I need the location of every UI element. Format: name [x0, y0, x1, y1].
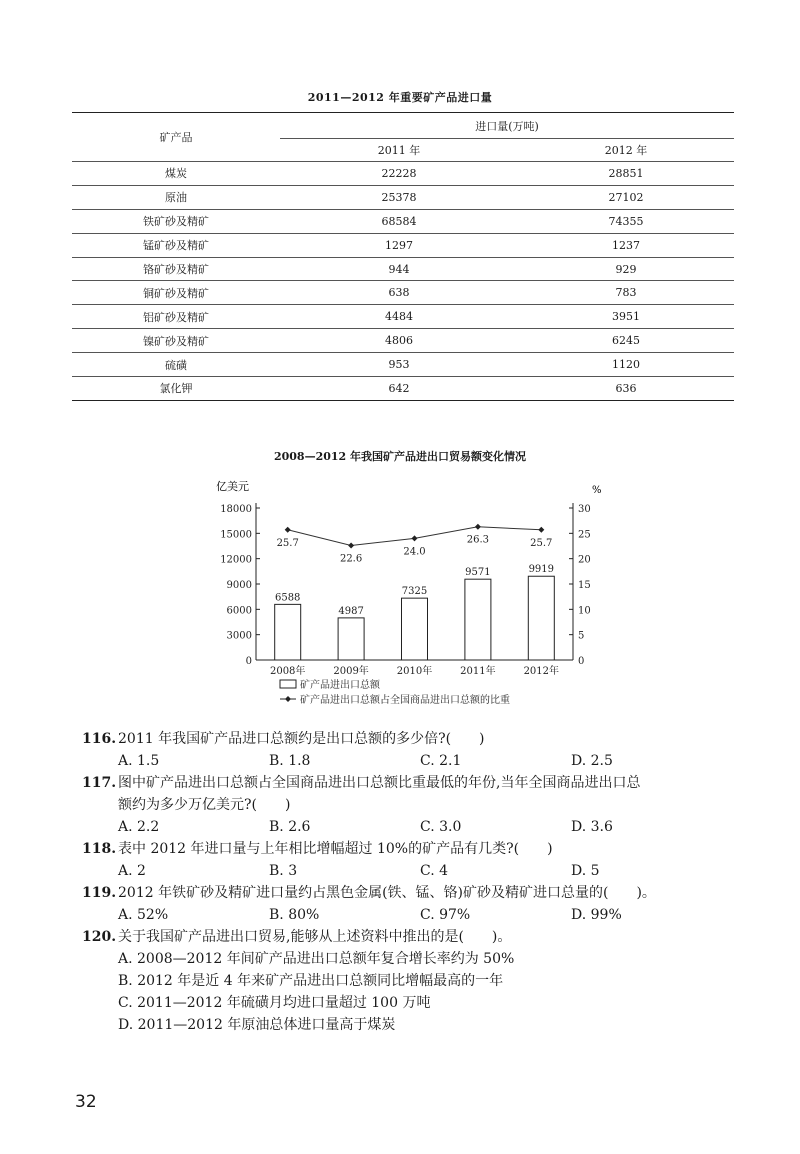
product-name: 硫磺: [72, 353, 280, 377]
header-2011: 2011 年: [377, 144, 421, 157]
option-b: B. 2.6: [269, 819, 311, 835]
option-a: A. 2: [118, 863, 146, 879]
legend-line-marker: [285, 696, 291, 702]
import-2012: 28851: [518, 162, 734, 186]
share-point: [285, 527, 291, 533]
table-row: [72, 377, 734, 401]
x-tick-label: 2008年: [269, 666, 306, 677]
question-text: 表中 2012 年进口量与上年相比增幅超过 10%的矿产品有几类?( ): [118, 841, 553, 857]
share-point: [412, 535, 418, 541]
table-row: [72, 233, 734, 257]
table-row: [72, 209, 734, 233]
product-name: 铬矿砂及精矿: [72, 257, 280, 281]
right-axis-unit: %: [592, 485, 602, 496]
question-text: 2011 年我国矿产品进口总额约是出口总额的多少倍?( ): [118, 731, 485, 747]
left-tick-label: 3000: [226, 630, 252, 642]
table-row: [72, 162, 734, 186]
trade-chart: [190, 475, 620, 725]
option-d: D. 2011—2012 年原油总体进口量高于煤炭: [118, 1017, 396, 1033]
x-tick-label: 2009年: [333, 666, 369, 677]
question-number: 118.: [82, 841, 117, 857]
right-tick-label: 20: [578, 554, 591, 566]
option-d: D. 99%: [571, 907, 622, 923]
option-b: B. 3: [269, 863, 298, 879]
import-2011: 642: [280, 377, 518, 401]
right-tick-label: 30: [578, 504, 591, 515]
bar-value-label: 9571: [465, 567, 491, 579]
question-118: [82, 838, 722, 882]
import-2011: 68584: [280, 209, 518, 233]
option-c: C. 97%: [420, 907, 471, 923]
x-tick-label: 2012年: [523, 666, 560, 677]
bar: [338, 618, 364, 660]
left-tick-label: 15000: [220, 529, 252, 541]
page-number: 32: [75, 1092, 97, 1112]
question-117: [82, 772, 722, 838]
import-2011: 4484: [280, 305, 518, 329]
table-row: [72, 185, 734, 209]
imports-table: [72, 112, 734, 401]
bar-value-label: 4987: [338, 605, 364, 617]
product-name: 铝矿砂及精矿: [72, 305, 280, 329]
table-row: [72, 305, 734, 329]
share-point: [475, 524, 481, 530]
import-2012: 74355: [518, 209, 734, 233]
legend-bar-swatch: [280, 680, 296, 688]
product-name: 锰矿砂及精矿: [72, 233, 280, 257]
left-tick-label: 6000: [226, 605, 252, 617]
option-a: A. 52%: [118, 907, 169, 923]
share-value-label: 22.6: [339, 553, 363, 565]
option-a: A. 2.2: [118, 819, 160, 835]
right-tick-label: 0: [578, 656, 585, 667]
header-group: 进口量(万吨): [280, 113, 734, 139]
bar: [465, 579, 491, 660]
option-a: A. 1.5: [118, 753, 160, 769]
right-tick-label: 10: [578, 605, 591, 617]
product-name: 煤炭: [72, 162, 280, 186]
bar-value-label: 7325: [401, 586, 428, 598]
import-2011: 4806: [280, 329, 518, 353]
option-c: C. 3.0: [420, 819, 462, 835]
import-2012: 636: [518, 377, 734, 401]
import-2011: 25378: [280, 185, 518, 209]
question-119: [82, 882, 722, 926]
header-product: 矿产品: [72, 113, 280, 162]
question-number: 119.: [82, 885, 117, 901]
product-name: 镍矿砂及精矿: [72, 329, 280, 353]
question-116: [82, 728, 722, 772]
legend-line-label: 矿产品进出口总额占全国商品进出口总额的比重: [300, 695, 510, 706]
import-2012: 1120: [518, 353, 734, 377]
share-value-label: 24.0: [403, 546, 426, 558]
question-number: 120.: [82, 929, 117, 945]
option-c: C. 2011—2012 年硫磺月均进口量超过 100 万吨: [118, 995, 431, 1011]
import-2011: 22228: [280, 162, 518, 186]
product-name: 原油: [72, 185, 280, 209]
left-tick-label: 0: [245, 656, 252, 667]
option-d: D. 5: [571, 863, 600, 879]
bar: [402, 598, 428, 660]
import-2011: 953: [280, 353, 518, 377]
option-b: B. 1.8: [269, 753, 311, 769]
import-2011: 1297: [280, 233, 518, 257]
option-b: B. 2012 年是近 4 年来矿产品进出口总额同比增幅最高的一年: [118, 973, 504, 989]
question-number: 117.: [82, 775, 117, 791]
x-tick-label: 2010年: [396, 666, 433, 677]
question-text-continued: 额约为多少万亿美元?( ): [118, 797, 291, 813]
table-row: [72, 353, 734, 377]
option-d: D. 3.6: [571, 819, 613, 835]
questions: [82, 728, 722, 1036]
left-tick-label: 18000: [220, 504, 252, 515]
option-c: C. 2.1: [420, 753, 462, 769]
share-value-label: 25.7: [276, 537, 299, 549]
table-title: 2011—2012 年重要矿产品进口量: [307, 91, 493, 104]
import-2011: 944: [280, 257, 518, 281]
product-name: 铜矿砂及精矿: [72, 281, 280, 305]
question-text: 2012 年铁矿砂及精矿进口量约占黑色金属(铁、锰、铬)矿砂及精矿进口总量的( )。: [118, 885, 656, 901]
bar: [275, 604, 301, 660]
bar: [528, 576, 554, 660]
import-2012: 929: [518, 257, 734, 281]
share-value-label: 25.7: [530, 537, 553, 549]
header-2012: 2012 年: [604, 144, 648, 157]
table-row: [72, 329, 734, 353]
import-2011: 638: [280, 281, 518, 305]
x-tick-label: 2011年: [460, 666, 496, 677]
question-text: 图中矿产品进出口总额占全国商品进出口总额比重最低的年份,当年全国商品进出口总: [118, 775, 641, 791]
left-tick-label: 12000: [220, 554, 252, 566]
import-2012: 27102: [518, 185, 734, 209]
import-2012: 6245: [518, 329, 734, 353]
option-c: C. 4: [420, 863, 449, 879]
right-tick-label: 5: [578, 630, 585, 642]
import-2012: 783: [518, 281, 734, 305]
table-row: [72, 281, 734, 305]
question-number: 116.: [82, 731, 117, 747]
bar-value-label: 6588: [274, 592, 301, 604]
question-120: [82, 926, 722, 1036]
product-name: 铁矿砂及精矿: [72, 209, 280, 233]
right-tick-label: 15: [578, 580, 591, 591]
option-b: B. 80%: [269, 907, 320, 923]
chart-title: 2008—2012 年我国矿产品进出口贸易额变化情况: [273, 450, 527, 463]
import-2012: 1237: [518, 233, 734, 257]
bar-value-label: 9919: [528, 564, 555, 576]
share-point: [348, 542, 354, 548]
table-row: [72, 257, 734, 281]
share-value-label: 26.3: [466, 534, 490, 546]
right-tick-label: 25: [578, 529, 591, 541]
share-point: [538, 527, 544, 533]
question-text: 关于我国矿产品进出口贸易,能够从上述资料中推出的是( )。: [118, 929, 512, 945]
option-a: A. 2008—2012 年间矿产品进出口总额年复合增长率约为 50%: [118, 951, 515, 967]
import-2012: 3951: [518, 305, 734, 329]
legend-bar-label: 矿产品进出口总额: [300, 680, 380, 691]
product-name: 氯化钾: [72, 377, 280, 401]
left-axis-unit: 亿美元: [216, 480, 249, 493]
option-d: D. 2.5: [571, 753, 613, 769]
left-tick-label: 9000: [226, 580, 252, 591]
